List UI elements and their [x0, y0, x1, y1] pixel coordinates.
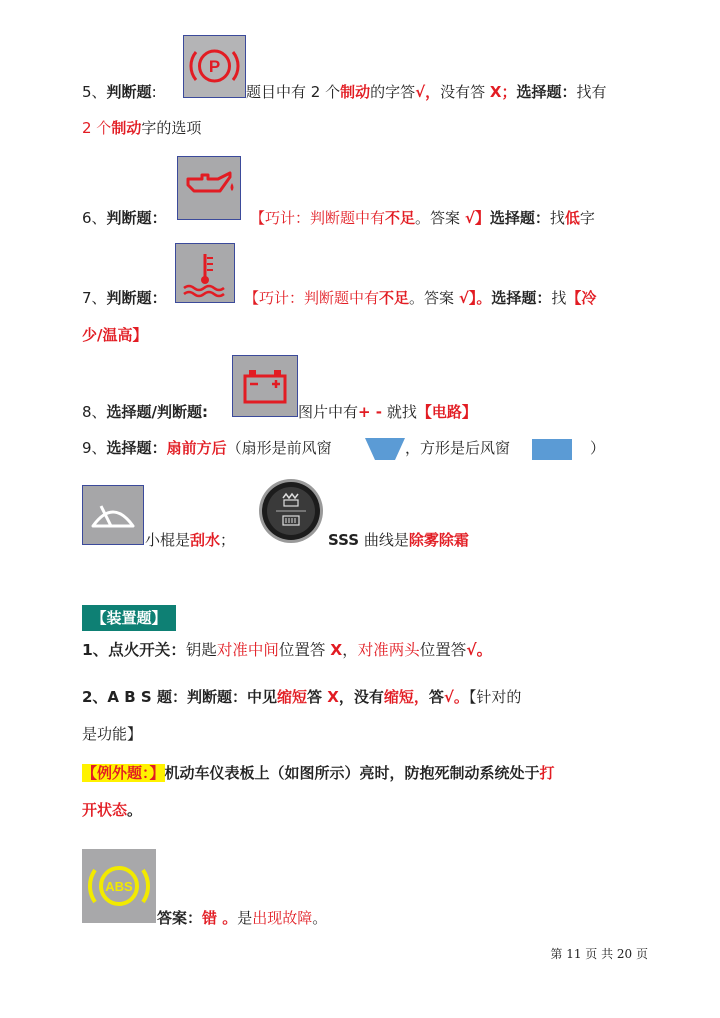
front-windshield-shape [365, 438, 405, 460]
q6-line-1b: 【巧计：判断题中有不足。答案 √】选择题：找低字 [250, 209, 595, 227]
exception-tag: 【例外题：】 [82, 764, 165, 782]
svg-text:P: P [208, 57, 221, 76]
section-tag: 【装置题】 [82, 605, 176, 631]
battery-icon [232, 355, 298, 417]
wiper-icon [82, 485, 144, 545]
q9-line-b: ，方形是后风窗 [405, 439, 511, 457]
answer-line: 答案：错 。是出现故障。 [157, 909, 328, 927]
d2-line-2: 是功能】 [82, 725, 143, 743]
q8-line-b: 图片中有+ - 就找【电路】 [298, 403, 477, 421]
d2-line-1: 2、A B S 题：判断题：中见缩短答 X，没有缩短，答√。【针对的 [82, 688, 522, 706]
q9-line: 9、选择题：扇前方后（扇形是前风窗 [82, 439, 332, 457]
svg-text:ABS: ABS [105, 879, 133, 894]
q5-line-1b: 题目中有 2 个制动的字答√，没有答 X；选择题：找有 [246, 83, 607, 101]
d1-line: 1、点火开关：钥匙对准中间位置答 X，对准两头位置答√。 [82, 641, 493, 659]
oil-pressure-icon [177, 156, 241, 220]
page-footer: 第 11 页 共 20 页 [550, 947, 648, 961]
coolant-temp-icon [175, 243, 235, 303]
parking-brake-icon [183, 35, 246, 98]
defrost-text: SSS 曲线是除雾除霜 [328, 531, 469, 549]
q7-line-2: 少/温高】 [82, 326, 148, 344]
wiper-text: 小棍是刮水； [145, 531, 236, 549]
exception-line-2: 开状态。 [82, 801, 143, 819]
q7-line-1b: 【巧计：判断题中有不足。答案 √】。选择题：找【冷 [244, 289, 597, 307]
q6-line-1: 6、判断题： [82, 209, 167, 227]
q5-line-1: 5、判断题: [82, 83, 157, 101]
abs-warning-icon [82, 849, 156, 923]
exception-line-1: 【例外题：】机动车仪表板上（如图所示）亮时，防抱死制动系统处于打 [82, 764, 555, 782]
q5-line-2: 2 个制动字的选项 [82, 119, 202, 137]
rear-windshield-shape [532, 439, 572, 460]
q7-line-1: 7、判断题： [82, 289, 167, 307]
q8-line: 8、选择题/判断题: [82, 403, 209, 421]
defrost-knob-icon [258, 478, 324, 544]
q9-line-c: ） [590, 439, 606, 457]
